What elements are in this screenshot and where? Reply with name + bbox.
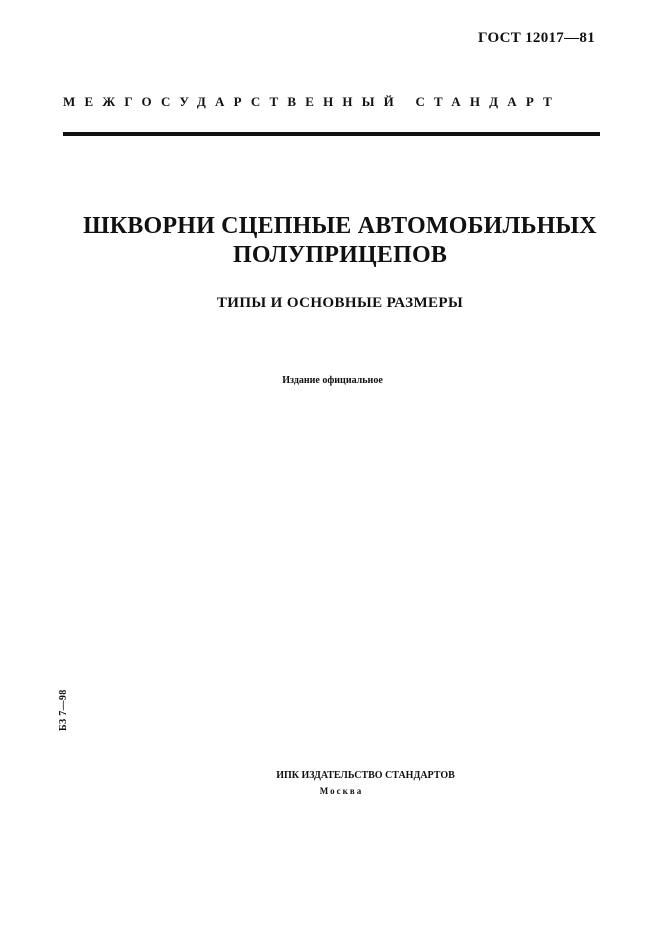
side-code-label: БЗ 7—98: [58, 689, 69, 731]
publisher-name: ИПК ИЗДАТЕЛЬСТВО СТАНДАРТОВ: [276, 770, 455, 781]
document-subtitle: ТИПЫ И ОСНОВНЫЕ РАЗМЕРЫ: [216, 295, 464, 311]
document-title: [40, 212, 640, 270]
publisher-city: Москва: [319, 786, 364, 796]
header-divider: [63, 132, 600, 136]
standard-type-heading: МЕЖГОСУДАРСТВЕННЫЙ СТАНДАРТ: [63, 94, 562, 109]
document-number: ГОСТ 12017—81: [477, 30, 595, 46]
edition-label: Издание официальное: [282, 375, 383, 386]
title-line-2: ПОЛУПРИЦЕПОВ: [232, 242, 448, 268]
title-line-1: ШКВОРНИ СЦЕПНЫЕ АВТОМОБИЛЬНЫХ: [83, 213, 597, 239]
